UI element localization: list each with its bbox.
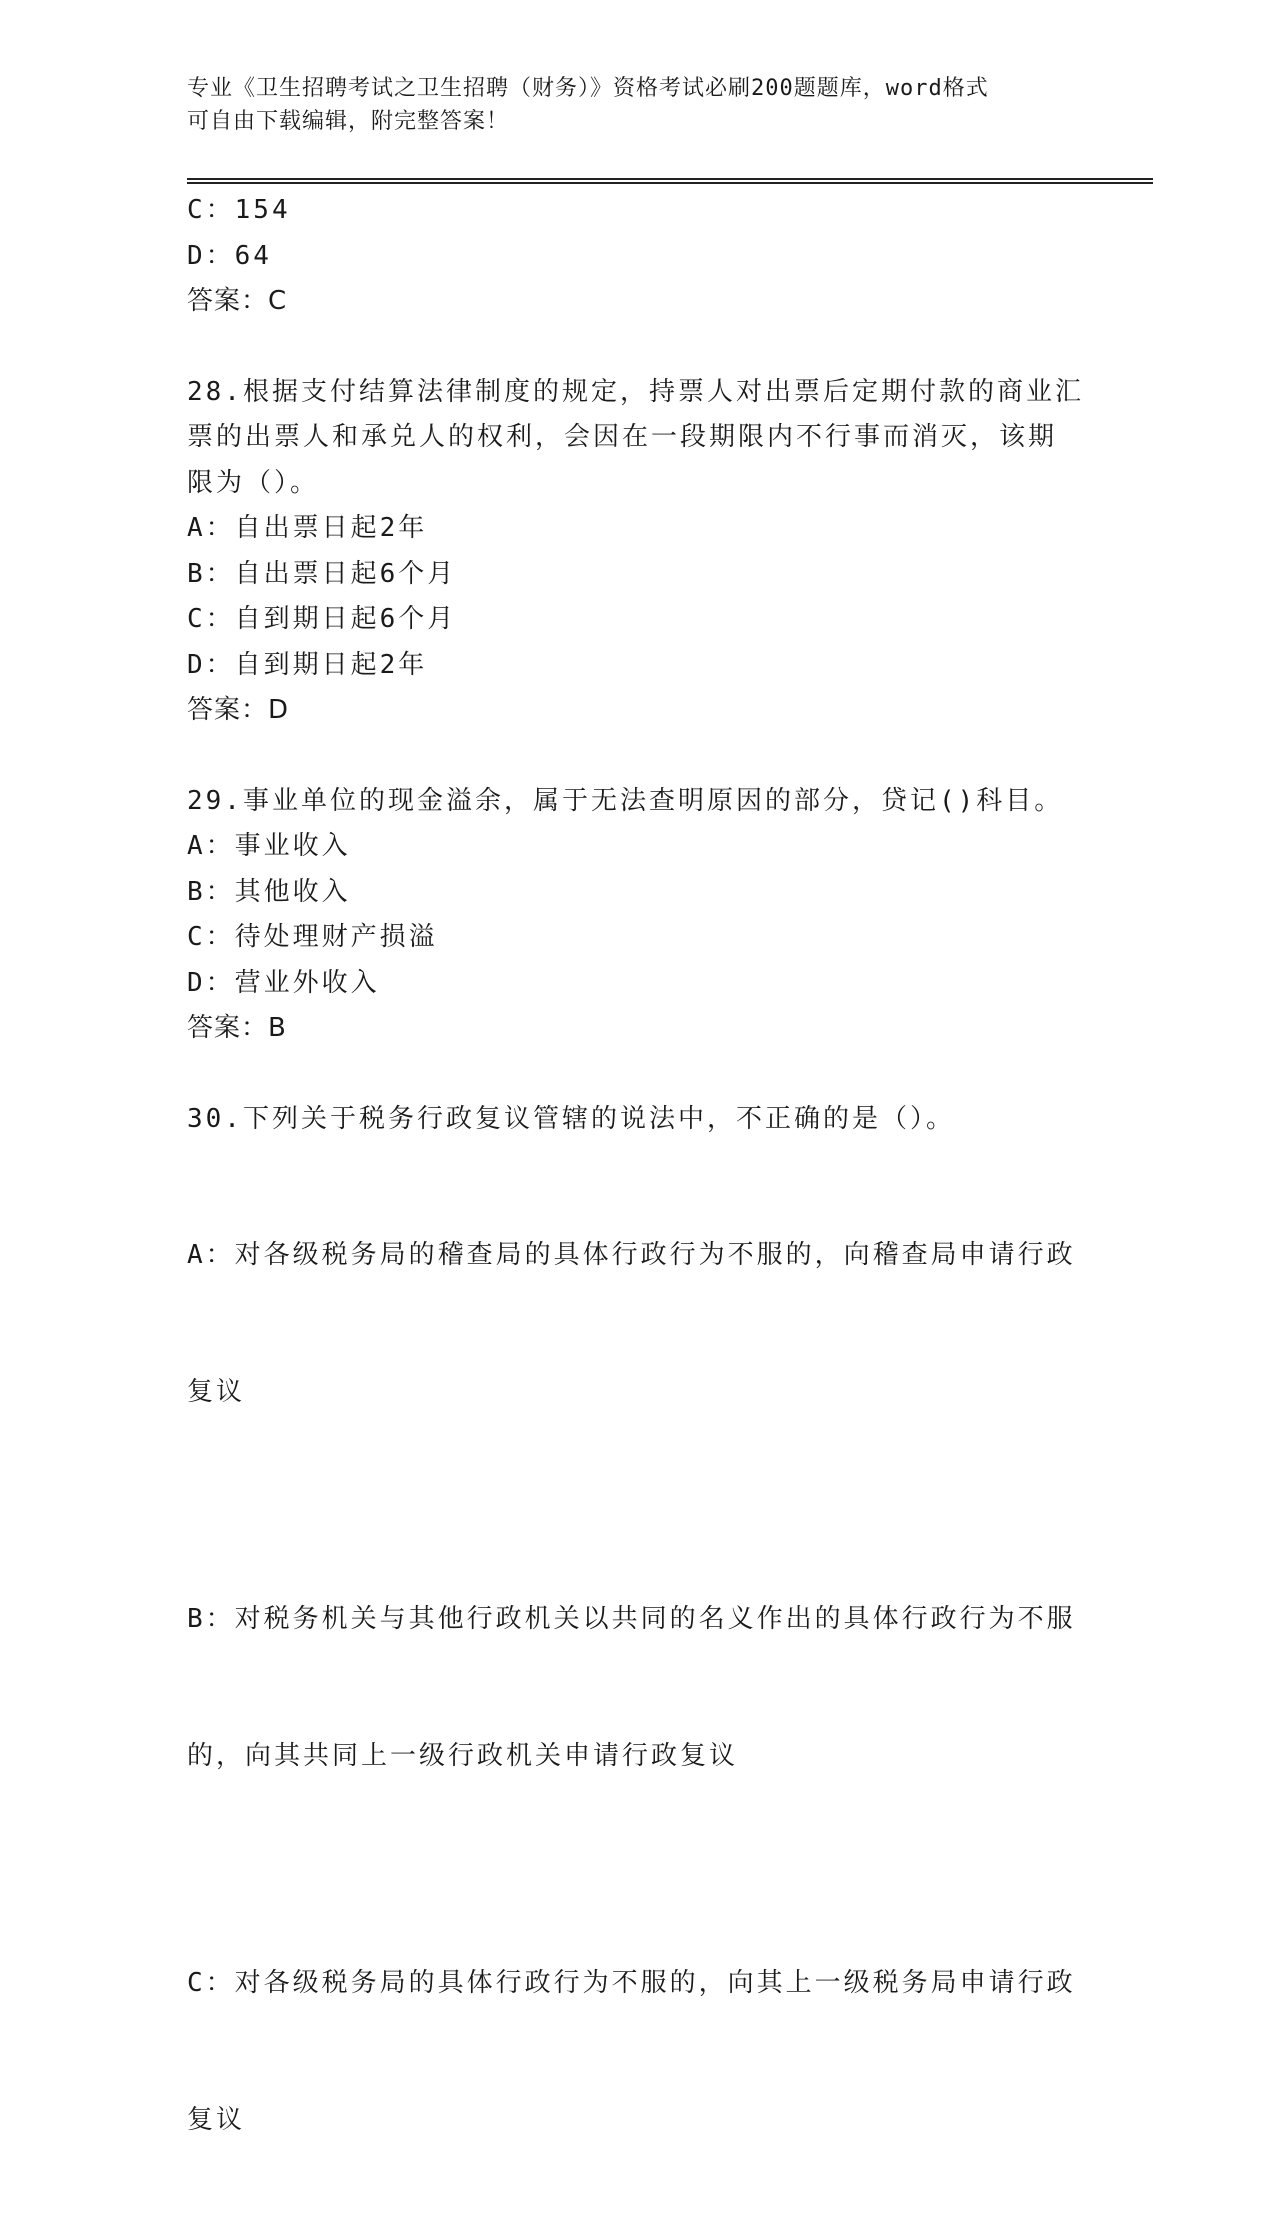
option-c: C：154 (187, 188, 1087, 234)
question-27-tail (187, 188, 1087, 325)
option-d: D：自到期日起2年 (187, 643, 1087, 689)
header-rule-bottom (187, 182, 1153, 184)
option-a: A：事业收入 (187, 824, 1087, 870)
question-text-line: 29.事业单位的现金溢余，属于无法查明原因的部分，贷记()科目。 (187, 779, 1087, 825)
option-b: B：自出票日起6个月 (187, 552, 1087, 598)
answer: 答案：C (187, 279, 1087, 325)
question-text-line: 28.根据支付结算法律制度的规定，持票人对出票后定期付款的商业汇 (187, 370, 1087, 416)
option-b-line-2: 的，向其共同上一级行政机关申请行政复议 (187, 1734, 1087, 1780)
question-28 (187, 370, 1087, 734)
option-b: B：其他收入 (187, 870, 1087, 916)
header-line-1: 专业《卫生招聘考试之卫生招聘（财务）》资格考试必刷200题题库，word格式 (187, 72, 1067, 105)
option-c-line-1: C：对各级税务局的具体行政行为不服的，向其上一级税务局申请行政 (187, 1961, 1087, 2007)
option-a (187, 1142, 1087, 1506)
option-a-line-1: A：对各级税务局的稽查局的具体行政行为不服的，向稽查局申请行政 (187, 1233, 1087, 1279)
header-line-2: 可自由下载编辑，附完整答案！ (187, 105, 1067, 138)
question-text-line: 30.下列关于税务行政复议管辖的说法中，不正确的是（）。 (187, 1097, 1087, 1143)
option-c: C：待处理财产损溢 (187, 915, 1087, 961)
option-d: D：64 (187, 234, 1087, 280)
option-b (187, 1506, 1087, 1870)
option-c (187, 1870, 1087, 2234)
question-30 (187, 1097, 1087, 2234)
question-text-line: 票的出票人和承兑人的权利，会因在一段期限内不行事而消灭，该期 (187, 415, 1087, 461)
question-text-line: 限为（）。 (187, 461, 1087, 507)
document-body (187, 188, 1087, 2234)
option-a: A：自出票日起2年 (187, 506, 1087, 552)
option-c-line-2: 复议 (187, 2098, 1087, 2144)
option-a-line-2: 复议 (187, 1370, 1087, 1416)
answer: 答案：B (187, 1006, 1087, 1052)
header-rule-top (187, 178, 1153, 180)
answer: 答案：D (187, 688, 1087, 734)
option-b-line-1: B：对税务机关与其他行政机关以共同的名义作出的具体行政行为不服 (187, 1597, 1087, 1643)
question-29 (187, 779, 1087, 1052)
option-d: D：营业外收入 (187, 961, 1087, 1007)
option-c: C：自到期日起6个月 (187, 597, 1087, 643)
document-header (187, 72, 1067, 138)
